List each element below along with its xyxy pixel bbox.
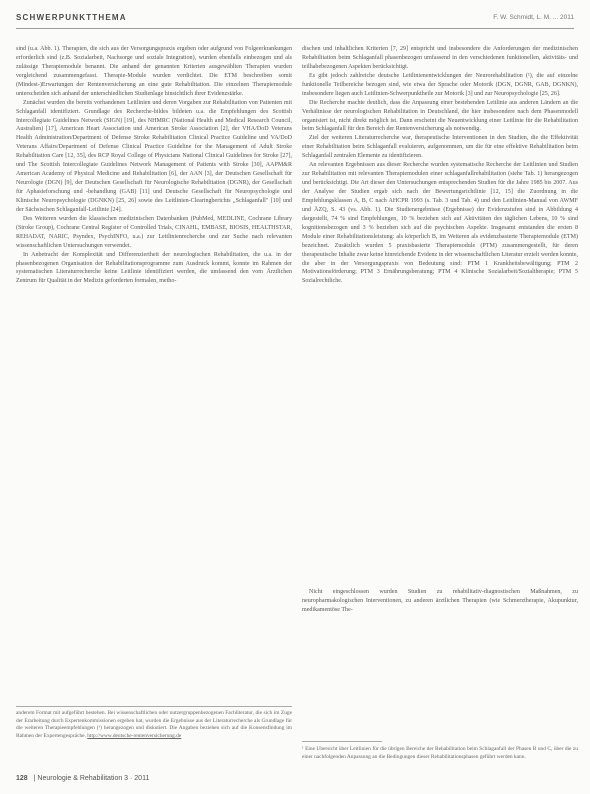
running-head: F. W. Schmidt, L. M. ... 2011	[493, 14, 574, 21]
right-column	[302, 45, 578, 585]
footnote-right: ¹ Eine Übersicht über Leitlinien für die übrigen Bereiche der Rehabilitation beim Schlaganfall der Phasen B und C, über die zu einer nachfolgenden Anpassung an die Bedingungen dieser Rehabilitationsphasen geführt werden kann.	[302, 746, 578, 760]
section-label: SCHWERPUNKTTHEMA	[16, 13, 127, 22]
page-number: 128	[16, 775, 28, 782]
page-footer	[16, 775, 574, 789]
paragraph: An relevanten Ergebnissen aus dieser Recherche wurden systematische Recherche der Leitlinien und Studien zur Rehabilitation mit relevanten Therapiemodulen einer schlaganfallrehabilitation (siehe Tab. 1) herangezogen und berücksichtigt. Die Art dieser den Untersuchungen entsprechenden Studien für die Jahre 1985 bis 2007. Aus der Analyse der Studien ergab sich nach der Bewertungsrichtlinie [12, 15] die Zuordnung in die Empfehlungsklassen A, B, C nach AHCPR 1993 (s. Tab. 3 und Tab. 4) und den Leitlinien-Manual von AWMF und ÄZQ, S. 43 (vs. Abb. 1). Die Studienergebnisse (Ergebnisse) der Evidenzstufen sind in Abbildung 4 dargestellt, 74 % sind Empfehlungen, 10 % beziehen sich auf Aktivitäten des täglichen Lebens, 10 % sind kognitionsbezogen und 3 % beziehen sich auf die psychischen Aspekte. Insgesamt entstanden die ersten 8 Module einer Rehabilitationsleistung: als körperlich B, im Weiteren als evidenzbasierte Therapiemodule (ETM) bezeichnet. Zusätzlich wurden 5 praxisbasierte Therapiemodule (PTM) zusammengestellt, für deren therapeutische Inhalte zwar keine hinreichende Evidenz in der wissenschaftlichen Literatur erzielt werden konnte, die aber in der Versorgungspraxis von Bedeutung sind: PTM 1 Krankheitsbewältigung; PTM 2 Motivationsförderung; PTM 3 Ernährungsberatung; PTM 4 Klinische Sozialarbeit/Sozialtherapie; PTM 5 Sozialrechtliche.	[302, 162, 578, 285]
paragraph: Zunächst wurden die bereits vorhandenen Leitlinien und deren Vorgaben zur Rehabilitation von Patienten mit Schlaganfall identifiziert. Grundlage des Recherche-bildes bildeten u.a. die Empfehlungen des Scottish Intercollegiate Guidelines Network (SIGN) [19], des NHMRC (National Health and Medical Research Council, Australien) [17], American Heart Association und American Stroke Association [2], der VHA/DoD Veterans Health Administration/Department of Defense Stroke Rehabilitation Clinical Practice Guideline und VA/DoD Veterans Affairs/Department of Defense Clinical Practice Guideline for the Management of Adult Stroke Rehabilitation Care [12, 35], des RCP Royal College of Physicians National Clinical Guidelines for Stroke [27], und The Scottish Intercollegiate Guidelines Network Management of Patients with Stroke [30], AAPM&R American Academy of Physical Medicine and Rehabilitation [6], der AAN [3], der Deutschen Gesellschaft für Neurologie (DGN) [9], der Deutschen Gesellschaft für Neurologische Rehabilitation (DGNR), der Gesellschaft für Aphasieforschung und -behandlung (GAB) [11] und Deutsche Gesellschaft für Neuropsychologie und Klinische Neuropsychologie (DGNKN) [25, 26] sowie des Leitlinien-Clearingberichts „Schlaganfall" [10] und der Sächsischen Schlaganfall-Leitlinie [24].	[16, 99, 292, 213]
header-rule	[16, 28, 574, 29]
paragraph: Nicht eingeschlossen wurden Studien zu rehabilitativ-diagnostischen Maßnahmen, zu neuropharmakologischen Interventionen, zu anderen ärztlichen Therapien (wie Schmerztherapie, Akupunktur, medikamentöse The-	[302, 589, 578, 613]
paragraph: sind (u.a. Abb. 1). Therapien, die sich aus der Versorgungspraxis ergeben oder aufgrund von Folgeerkrankungen erforderlich sind (z.B. Sozialarbeit, Nachsorge und soziale Integration), wurden ebenfalls einbezogen und als zulässige Therapiemodule benannt. Die anhand der genannten Kriterien ausgewählten Therapien wurden vergleichend zusammengefasst. Therapie-Module wurden verdichtet. Die ETM beschreiben somit (Mindest-)Erwartungen der Rentenversicherung an eine gute Rehabilitation. Die einzelnen Therapiemodule unterscheiden sich anhand der unterschiedlichen Studienlage hinsichtlich ihrer Evidenzstärke.	[16, 46, 292, 97]
page-header	[0, 0, 590, 34]
footnote-text: anderem Format mit aufgeführt bestehen. Bei wissenschaftlichen oder nutzergruppenbezogenen Fachliteratur, die sich im Zuge der Erarbeitung durch Expertenkommissionen ergeben hat, wurden die Ergebnisse aus der Literaturrecherche als Grundlage für die weiteren Therapieempfehlungen (¹) herangezogen und diskutiert. Die Angaben beziehen sich auf die Konsensfindung im Rahmen der Expertengespräche.	[16, 710, 292, 739]
footnote-link[interactable]: http://www.deutsche-rentenversicherung.de	[87, 732, 182, 739]
paragraph: Des Weiteren wurden die klassischen medizinischen Datenbanken (PubMed, MEDLINE, Cochrane Library (Stroke Group), Cochrane Central Register of Controlled Trials, CINAHL, EMBASE, BIOSIS, HEALTHSTAR, REHADAT, NARIC, Psyndex, PsychINFO, u.a.) zur Leitlinienrecherche und zur Suche nach relevanten wissenschaftlichen Untersuchungen verwendet.	[16, 215, 292, 249]
paragraph: Ziel der weiteren Literaturrecherche war, therapeutische Interventionen in den Studien, die die Effektivität einer Rehabilitation beim Schlaganfall evaluieren, aufgenommen, um die für eine effektive Rehabilitation beim Schlaganfall zentralen Elemente zu identifizieren.	[302, 135, 578, 160]
left-column	[16, 45, 292, 697]
journal-name: | Neurologie & Rehabilitation 3 · 2011	[33, 775, 150, 782]
footnote-rule	[302, 741, 382, 742]
paragraph: In Anbetracht der Komplexität und Differenziertheit der neurologischen Rehabilitation, die u.a. in der phasenbezogenen Organisation der Rehabilitationsprogramme zum Ausdruck kommt, konnte im Rahmen der systematischen Literaturrecherche keine Leitlinie identifiziert werden, die umfassend den vom Ärztlichen Zentrum für Qualität in der Medizin geforderten formalen, metho-	[16, 251, 292, 285]
paragraph: dischen und inhaltlichen Kriterien [7, 29] entspricht und insbesondere die Anforderungen der medizinischen Rehabilitation beim Schlaganfall phasenbezogen umfassend in den verschiedenen funktionellen, aktivitäts- und teilhabebezogenen Aspekten berücksichtigt.	[302, 46, 578, 70]
footnote-left	[16, 710, 292, 774]
paragraph: Es gibt jedoch zahlreiche deutsche Leitlinienentwicklungen der Neurorehabilitation (¹), die auf einzelne funktionelle Teilbereiche bezogen sind, wie etwa der Sprache oder Motorik (DGN, DGNR, GAB, DGNKN), insbesondere liegen auch Leitlinien-Schwerpunktheile zur Motorik [3] und zur Neuropsychologie [25, 26].	[302, 72, 578, 97]
right-column-continued	[302, 588, 578, 728]
footnote-rule	[16, 706, 292, 707]
paragraph: Die Recherche machte deutlich, dass die Anpassung einer bestehenden Leitlinie aus anderen Ländern an die Verhältnisse der neurologischen Rehabilitation in Deutschland, die hier insbesondere nach dem Phasenmodell organisiert ist, nicht direkt möglich ist. Dann erscheint die Neuentwicklung einer Leitlinie für die Rehabilitation beim Schlaganfall für den Bereich der Rentenversicherung als notwendig.	[302, 99, 578, 133]
